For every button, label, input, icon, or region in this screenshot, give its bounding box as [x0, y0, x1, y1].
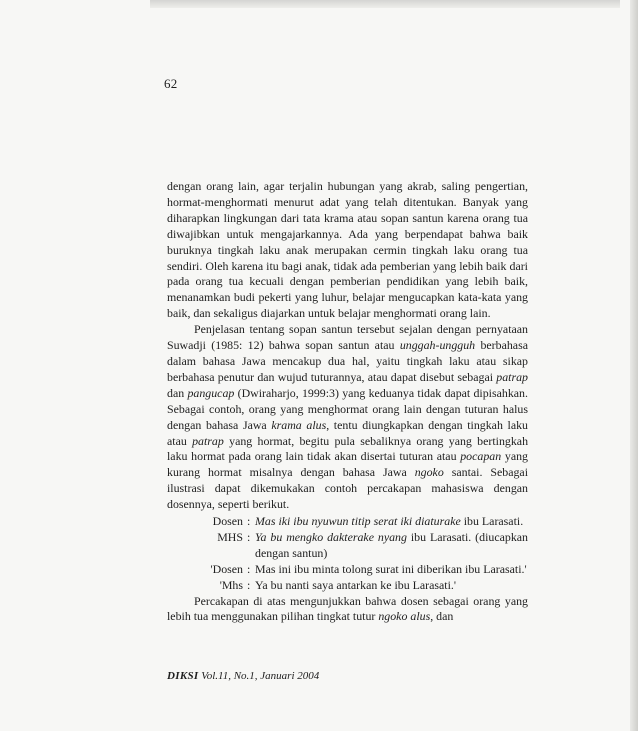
text-run: , dan — [430, 609, 454, 624]
text-run: Mas ini ibu minta tolong surat ini diberikan ibu Larasati.' — [255, 561, 527, 576]
text-run: dan — [167, 385, 188, 400]
text-run: Percakapan di atas mengunjukkan bahwa dosen sebagai orang yang lebih tua menggunakan pilihan tingkat tutur — [167, 593, 528, 624]
journal-issue: Vol.11, No.1, Januari 2004 — [201, 670, 320, 682]
dialog-line — [167, 514, 528, 530]
dialog-colon: : — [247, 577, 251, 592]
dialog-example — [167, 514, 528, 594]
dialog-line — [167, 562, 528, 578]
dialog-utterance — [255, 562, 528, 578]
dialog-speaker: Dosen — [212, 514, 243, 529]
dialog-utterance — [255, 514, 528, 530]
dialog-utterance — [255, 530, 528, 562]
text-run: ibu Larasati. (diucapkan dengan santun) — [255, 529, 528, 560]
italic-term: Ya bu mengko dakterake nyang — [255, 529, 407, 544]
text-run: yang kurang hormat misalnya dengan bahasa Jawa — [167, 449, 529, 480]
italic-term: patrap — [192, 433, 224, 448]
journal-name: DIKSI — [167, 670, 199, 682]
previous-page-bleed — [150, 0, 620, 8]
text-run: berbahasa dalam bahasa Jawa mencakup dua hal, yaitu tingkah laku atau sikap berbahasa penutur dan wujud tuturannya, atau dapat disebut sebagai — [167, 338, 528, 384]
paragraph-2 — [167, 322, 528, 513]
dialog-colon: : — [247, 529, 251, 544]
dialog-speaker: 'Dosen — [210, 561, 243, 576]
text-run: yang hormat, begitu pula sebaliknya orang yang bertingkah laku hormat pada orang lain tidak akan disertai tuturan atau — [167, 433, 529, 464]
dialog-line — [167, 578, 528, 594]
italic-term: ngoko — [414, 465, 444, 480]
italic-term: pocapan — [460, 449, 502, 464]
scan-edge-shadow — [630, 0, 638, 731]
italic-term: Mas iki ibu nyuwun titip serat iki diaturake — [255, 514, 461, 529]
paragraph-1 — [167, 179, 528, 322]
body-text — [167, 179, 528, 625]
text-run: santai. Sebagai ilustrasi dapat dikemukakan contoh percakapan mahasiswa dengan dosennya, seperti berikut. — [167, 465, 529, 512]
italic-term: krama alus — [271, 417, 327, 432]
dialog-utterance — [255, 578, 528, 594]
dialog-colon: : — [247, 514, 251, 529]
italic-term: pangucap — [187, 385, 235, 400]
text-run: dengan orang lain, agar terjalin hubungan yang akrab, saling pengertian, hormat-menghormati menurut adat yang telah ditentukan. Banyak yang diharapkan lingkungan dari tata krama atau sopan santun karena orang tua diwajibkan untuk mengajarkannya. Ada yang berpendapat bahwa baik buruknya tingkah laku anak merupakan cermin tingkah laku orang tua sendiri. Oleh karena itu bagi anak, tidak ada pemberian yang lebih baik dari pada orang tua kecuali dengan pemberian pendidikan yang lebih baik, menanamkan budi pekerti yang luhur, belajar mengucapkan kata-kata yang baik, dan sekaligus diajarkan untuk belajar menghormati orang lain. — [167, 179, 528, 321]
dialog-line — [167, 530, 528, 562]
italic-term: unggah-ungguh — [399, 338, 476, 353]
text-run: ibu Larasati. — [460, 514, 524, 529]
journal-footer — [167, 670, 319, 682]
page-number: 62 — [164, 76, 178, 91]
dialog-speaker: MHS — [217, 529, 243, 544]
dialog-speaker: 'Mhs — [219, 577, 243, 592]
text-run: Penjelasan tentang sopan santun tersebut sejalan dengan pernyataan Suwadji (1985: 12) bahwa sopan santun atau — [167, 322, 528, 353]
italic-term: ngoko alus — [378, 609, 431, 624]
text-run: Ya bu nanti saya antarkan ke ibu Larasati.' — [255, 577, 457, 592]
text-run: (Dwiraharjo, 1999:3) yang keduanya tidak dapat dipisahkan. Sebagai contoh, orang yang menghormat orang lain dengan tuturan halus dengan bahasa Jawa — [167, 385, 528, 432]
paragraph-3 — [167, 594, 528, 626]
italic-term: patrap — [496, 369, 528, 384]
dialog-colon: : — [247, 561, 251, 576]
text-run: , tentu diungkapkan dengan tingkah laku atau — [167, 417, 528, 448]
